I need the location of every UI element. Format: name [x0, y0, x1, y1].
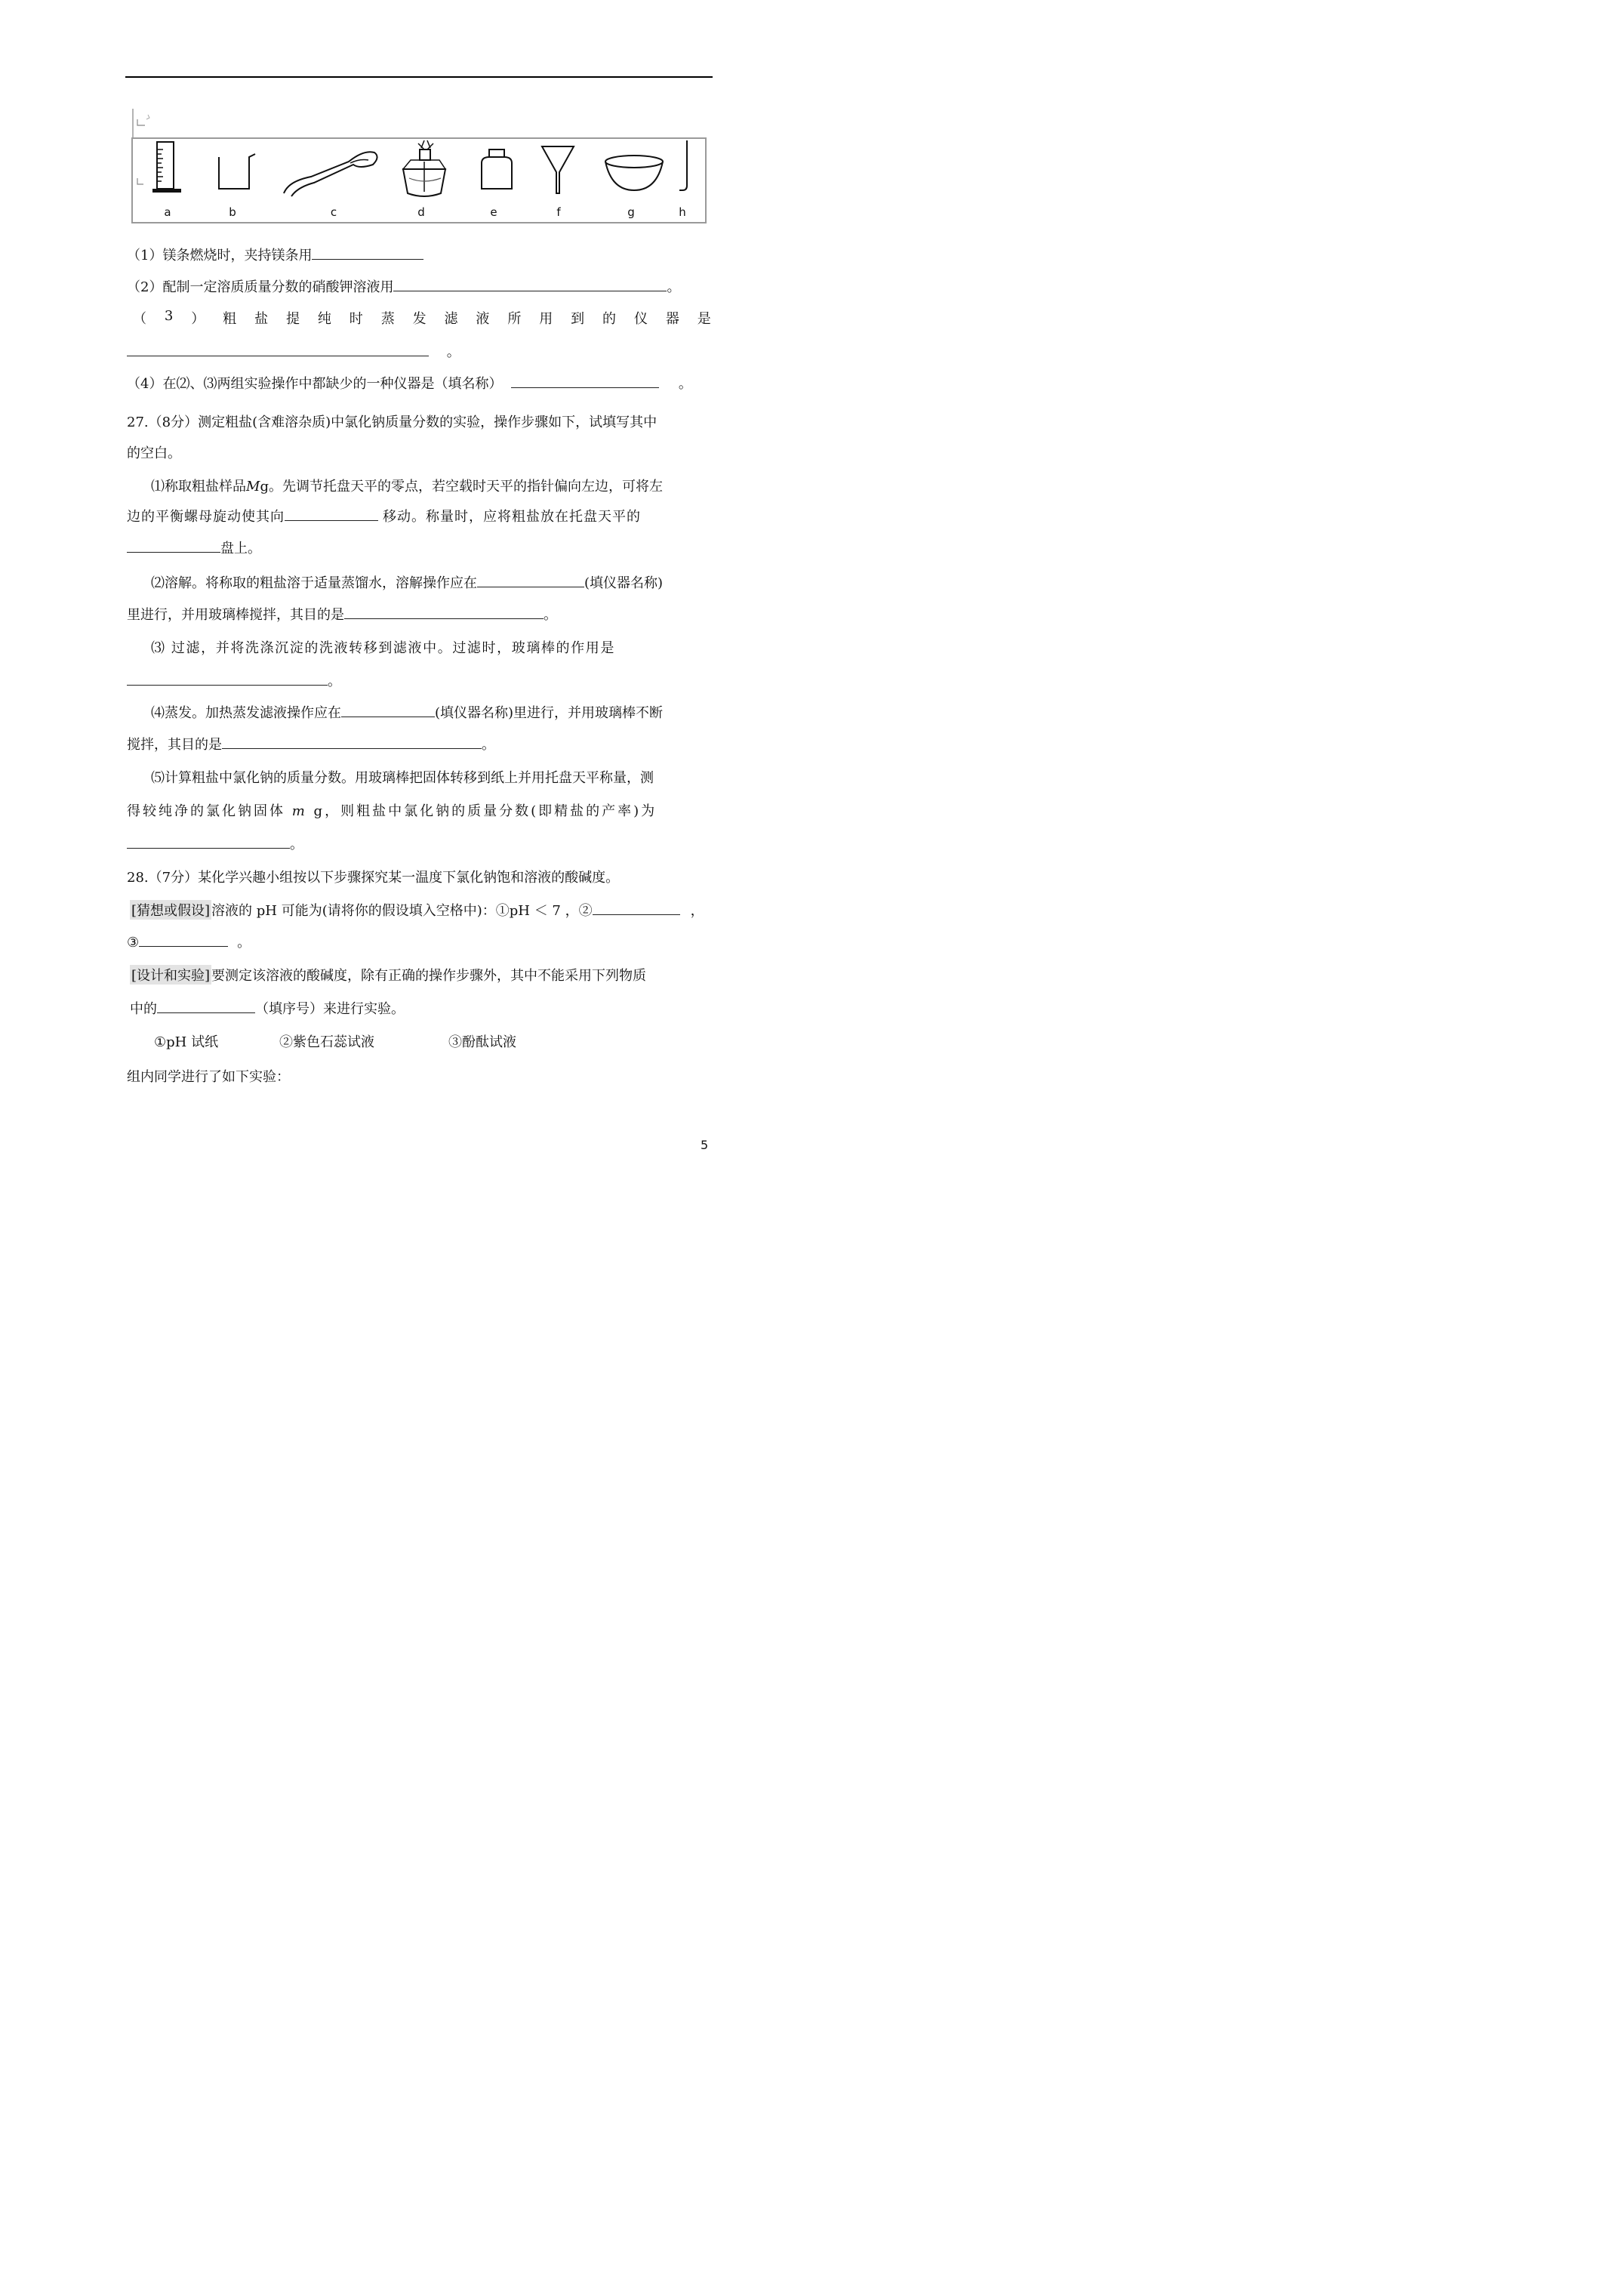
- q28-option-3: ③酚酞试液: [448, 1034, 516, 1050]
- q28-option-2: ②紫色石蕊试液: [279, 1034, 374, 1050]
- q26-part3-char: 盐: [254, 311, 269, 327]
- answer-blank[interactable]: [127, 671, 328, 686]
- label-e: e: [490, 205, 497, 219]
- q26-part3-char: 用: [539, 311, 553, 327]
- q28-closing: 组内同学进行了如下实验：: [127, 1069, 290, 1085]
- q27-step2: ⑵溶解。将称取的粗盐溶于适量蒸馏水，溶解操作应在 (填仪器名称): [151, 572, 663, 592]
- q26-part3-char: 3: [164, 308, 174, 324]
- q26-part3-char: 滤: [444, 311, 458, 327]
- q26-part3-char: 时: [349, 311, 363, 327]
- answer-blank[interactable]: [127, 538, 220, 553]
- answer-blank[interactable]: [477, 573, 584, 587]
- q26-part3-char: 蒸: [380, 311, 395, 327]
- answer-blank[interactable]: [341, 703, 435, 717]
- answer-blank[interactable]: [157, 999, 255, 1013]
- answer-blank[interactable]: [344, 605, 544, 619]
- q26-part3-char: 的: [602, 311, 617, 327]
- design-tag: [设计和实验]: [130, 965, 211, 985]
- answer-blank[interactable]: [127, 834, 290, 849]
- q26-part3-char: 器: [665, 311, 679, 327]
- q26-part3-char: 液: [476, 311, 490, 327]
- answer-blank[interactable]: [222, 735, 482, 749]
- q28-intro: 28.（7分）某化学兴趣小组按以下步骤探究某一温度下氯化钠饱和溶液的酸碱度。: [127, 870, 620, 886]
- q28-hypothesis: [猜想或假设] 溶液的 pH 可能为(请将你的假设填入空格中)：①pH ＜ 7 ，② ，: [130, 900, 704, 920]
- q26-part1: （1）镁条燃烧时，夹持镁条用: [127, 245, 423, 264]
- page-number: 5: [701, 1138, 709, 1152]
- q27-step4-line2: 搅拌，其目的是 。: [127, 734, 495, 754]
- q26-part3-char: 发: [412, 311, 427, 327]
- answer-blank[interactable]: [393, 277, 667, 291]
- q26-part3-char: （: [133, 311, 146, 327]
- q28-option-1: ①pH 试纸: [154, 1034, 219, 1050]
- label-g: g: [627, 205, 635, 219]
- answer-blank[interactable]: [511, 374, 659, 388]
- q26-part3-char: 纯: [317, 311, 331, 327]
- header-rule: [125, 76, 713, 78]
- q27-step5-line3: 。: [127, 834, 303, 853]
- q28-design-line2: 中的 （填序号）来进行实验。: [130, 998, 405, 1018]
- q26-part3-char: 所: [507, 311, 522, 327]
- q26-part3-char: 是: [697, 311, 711, 327]
- answer-blank[interactable]: [139, 932, 228, 947]
- label-h: h: [679, 205, 686, 219]
- q27-step1-line3: 盘上。: [127, 538, 261, 557]
- q27-intro-line1: 27.（8分）测定粗盐(含难溶杂质)中氯化钠质量分数的实验，操作步骤如下，试填写其中: [127, 415, 658, 430]
- q27-step1: ⑴称取粗盐样品Mg。先调节托盘天平的零点，若空载时天平的指针偏向左边，可将左: [151, 479, 663, 495]
- label-f: f: [556, 205, 561, 219]
- q26-part4: （4）在⑵、⑶两组实验操作中都缺少的一种仪器是（填名称） 。: [127, 373, 692, 393]
- answer-blank[interactable]: [312, 245, 423, 260]
- q26-part3-char: ）: [191, 311, 205, 327]
- q26-part3-char: 到: [571, 311, 585, 327]
- q27-step3: ⑶ 过滤，并将洗涤沉淀的洗液转移到滤液中。过滤时，玻璃棒的作用是: [151, 640, 615, 656]
- label-a: a: [164, 205, 171, 219]
- q26-part3-char: 仪: [633, 311, 648, 327]
- hypothesis-tag: [猜想或假设]: [130, 900, 211, 920]
- apparatus-figure: [131, 137, 707, 223]
- q26-part2: （2）配制一定溶质质量分数的硝酸钾溶液用 。: [127, 276, 680, 296]
- q27-step3-line2: 。: [127, 670, 341, 690]
- answer-blank[interactable]: [127, 342, 429, 356]
- q26-part3-char: 粗: [223, 311, 237, 327]
- q26-part3-char: 提: [285, 311, 300, 327]
- label-b: b: [229, 205, 236, 219]
- q28-hypothesis-line2: ③ 。: [127, 932, 251, 951]
- q27-step5: ⑸计算粗盐中氯化钠的质量分数。用玻璃棒把固体转移到纸上并用托盘天平称量，测: [151, 770, 654, 786]
- q27-step5-line2: 得较纯净的氯化钠固体 m g，则粗盐中氯化钠的质量分数(即精盐的产率)为: [127, 803, 658, 819]
- answer-blank[interactable]: [593, 901, 680, 915]
- q27-step1-line2: 边的平衡螺母旋动使其向 移动。称量时，应将粗盐放在托盘天平的: [127, 506, 641, 525]
- answer-blank[interactable]: [285, 507, 378, 521]
- label-d: d: [417, 205, 425, 219]
- q26-part3: [133, 308, 711, 328]
- q27-step4: ⑷蒸发。加热蒸发滤液操作应在 (填仪器名称)里进行，并用玻璃棒不断: [151, 702, 663, 722]
- label-c: c: [330, 205, 337, 219]
- q27-intro-line2: 的空白。: [127, 445, 181, 461]
- q26-part3-answer: 。: [127, 341, 460, 361]
- q27-step2-line2: 里进行，并用玻璃棒搅拌，其目的是 。: [127, 604, 557, 624]
- q28-design: [设计和实验] 要测定该溶液的酸碱度，除有正确的操作步骤外，其中不能采用下列物质: [130, 965, 646, 985]
